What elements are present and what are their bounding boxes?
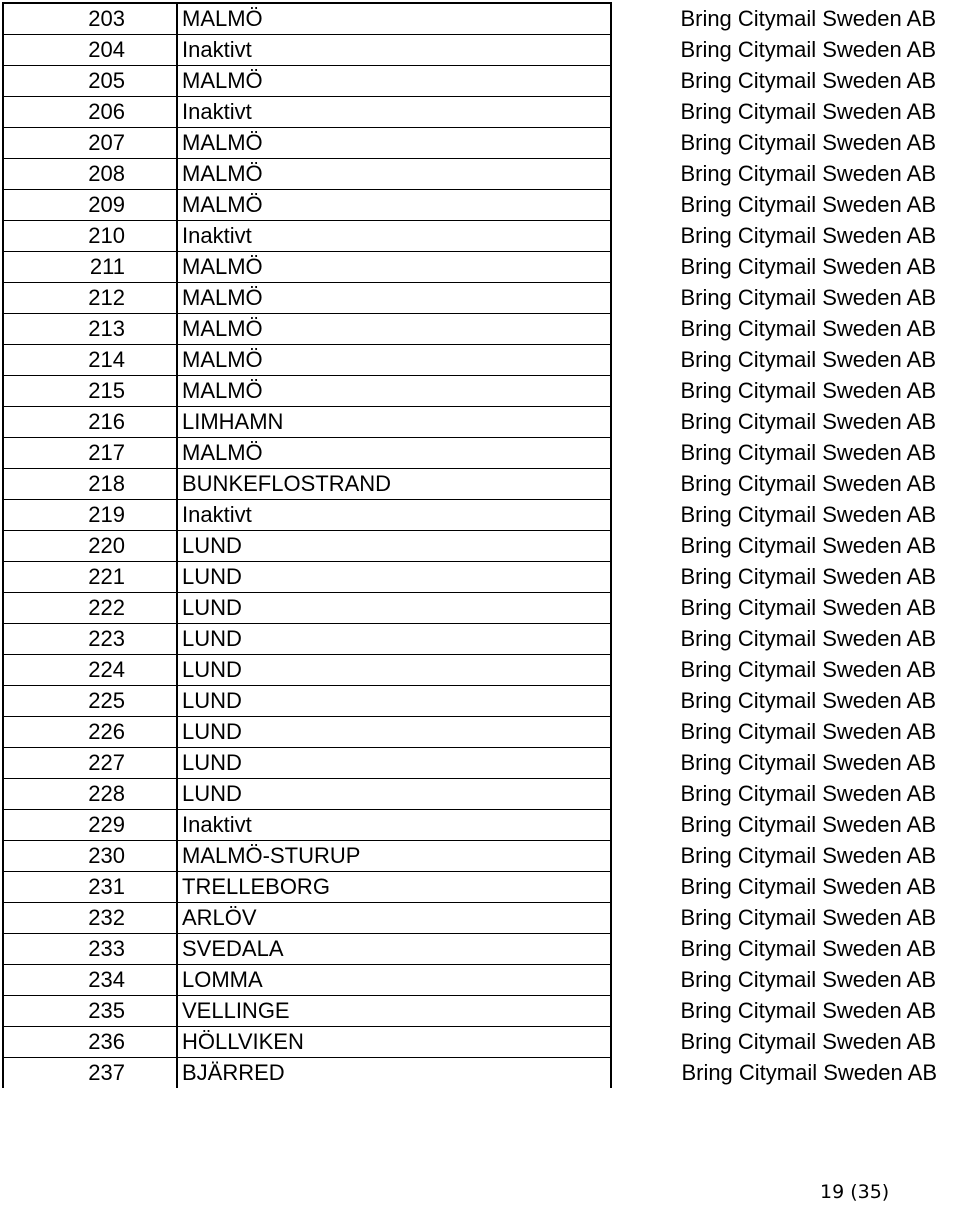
company-cell: Bring Citymail Sweden AB [680,37,936,62]
company-cell: Bring Citymail Sweden AB [680,998,936,1023]
row-number-cell: 230 [3,841,177,872]
row-number-cell: 224 [3,655,177,686]
table-row [3,779,955,810]
document-page [2,2,954,1088]
table-row [3,841,955,872]
company-cell: Bring Citymail Sweden AB [680,130,936,155]
city-cell: LUND [177,531,611,562]
row-number-cell: 217 [3,438,177,469]
row-number-cell: 237 [3,1058,177,1089]
company-cell: Bring Citymail Sweden AB [680,533,936,558]
city-cell: MALMÖ [177,438,611,469]
city-cell: LUND [177,779,611,810]
company-cell: Bring Citymail Sweden AB [680,1029,936,1054]
city-cell: TRELLEBORG [177,872,611,903]
table-row [3,593,955,624]
row-number-cell: 234 [3,965,177,996]
row-number-cell: 212 [3,283,177,314]
city-cell: HÖLLVIKEN [177,1027,611,1058]
city-cell: MALMÖ [177,252,611,283]
table-row [3,3,955,35]
table-row [3,903,955,934]
city-cell: LUND [177,562,611,593]
company-cell: Bring Citymail Sweden AB [680,254,936,279]
city-cell: LUND [177,624,611,655]
table-row [3,252,955,283]
city-cell: MALMÖ [177,159,611,190]
table-row [3,500,955,531]
row-number-cell: 223 [3,624,177,655]
row-number-cell: 219 [3,500,177,531]
table-row [3,35,955,66]
city-cell: LUND [177,655,611,686]
company-cell: Bring Citymail Sweden AB [680,688,936,713]
postal-code-table [2,2,956,1088]
city-cell: MALMÖ [177,283,611,314]
row-number-cell: 207 [3,128,177,159]
company-cell: Bring Citymail Sweden AB [680,316,936,341]
table-row [3,624,955,655]
row-number-cell: 226 [3,717,177,748]
row-number-cell: 209 [3,190,177,221]
table-row [3,376,955,407]
table-row [3,934,955,965]
table-row [3,314,955,345]
row-number-cell: 225 [3,686,177,717]
row-number-cell: 236 [3,1027,177,1058]
table-row [3,531,955,562]
row-number-cell: 208 [3,159,177,190]
city-cell: BJÄRRED [177,1058,611,1089]
city-cell: LUND [177,748,611,779]
table-row [3,438,955,469]
company-cell: Bring Citymail Sweden AB [680,905,936,930]
table-row [3,221,955,252]
table-row [3,407,955,438]
table-row [3,717,955,748]
city-cell: MALMÖ [177,314,611,345]
row-number-cell: 220 [3,531,177,562]
company-cell: Bring Citymail Sweden AB [680,347,936,372]
city-cell: LUND [177,593,611,624]
company-cell: Bring Citymail Sweden AB [680,223,936,248]
company-cell: Bring Citymail Sweden AB [680,595,936,620]
table-row [3,66,955,97]
row-number-cell: 233 [3,934,177,965]
row-number-cell: 213 [3,314,177,345]
table-row [3,562,955,593]
city-cell: SVEDALA [177,934,611,965]
row-number-cell: 210 [3,221,177,252]
company-cell: Bring Citymail Sweden AB [680,192,936,217]
table-row [3,810,955,841]
company-cell: Bring Citymail Sweden AB [680,502,936,527]
table-row [3,748,955,779]
table-row [3,686,955,717]
company-cell: Bring Citymail Sweden AB [680,285,936,310]
city-cell: Inaktivt [177,97,611,128]
company-cell: Bring Citymail Sweden AB [680,471,936,496]
table-row [3,128,955,159]
table-row [3,97,955,128]
row-number-cell: 206 [3,97,177,128]
company-cell: Bring Citymail Sweden AB [680,409,936,434]
city-cell: Inaktivt [177,810,611,841]
table-row [3,872,955,903]
row-number-cell: 216 [3,407,177,438]
page-number: 19 (35) [820,1181,890,1203]
city-cell: VELLINGE [177,996,611,1027]
row-number-cell: 232 [3,903,177,934]
company-cell: Bring Citymail Sweden AB [680,750,936,775]
row-number-cell: 221 [3,562,177,593]
company-cell: Bring Citymail Sweden AB [680,626,936,651]
row-number-cell: 227 [3,748,177,779]
row-number-cell: 211 [3,252,177,283]
city-cell: LUND [177,686,611,717]
table-row [3,190,955,221]
city-cell: LIMHAMN [177,407,611,438]
company-cell: Bring Citymail Sweden AB [680,68,936,93]
city-cell: MALMÖ [177,66,611,97]
city-cell: Inaktivt [177,500,611,531]
company-cell: Bring Citymail Sweden AB [680,440,936,465]
company-cell: Bring Citymail Sweden AB [680,5,936,31]
city-cell: BUNKEFLOSTRAND [177,469,611,500]
row-number-cell: 229 [3,810,177,841]
company-cell: Bring Citymail Sweden AB [680,812,936,837]
table-row [3,1027,955,1058]
table-row [3,345,955,376]
row-number-cell: 204 [3,35,177,66]
table-row [3,996,955,1027]
table-row [3,965,955,996]
row-number-cell: 203 [3,3,177,35]
table-row [3,283,955,314]
company-cell: Bring Citymail Sweden AB [680,378,936,403]
city-cell: MALMÖ [177,190,611,221]
company-cell: Bring Citymail Sweden AB [680,657,936,682]
company-cell: Bring Citymail Sweden AB [680,99,936,124]
row-number-cell: 228 [3,779,177,810]
table-row [3,159,955,190]
company-cell: Bring Citymail Sweden AB [680,781,936,806]
row-number-cell: 235 [3,996,177,1027]
company-cell: Bring Citymail Sweden AB [680,719,936,744]
city-cell: Inaktivt [177,221,611,252]
company-cell: Bring Citymail Sweden AB [680,161,936,186]
table-body [3,3,955,1088]
company-cell: Bring Citymail Sweden AB [680,564,936,589]
city-cell: MALMÖ [177,3,611,35]
row-number-cell: 215 [3,376,177,407]
city-cell: MALMÖ-STURUP [177,841,611,872]
company-cell: Bring Citymail Sweden AB [680,843,936,868]
table-row [3,1058,955,1089]
row-number-cell: 218 [3,469,177,500]
city-cell: MALMÖ [177,376,611,407]
row-number-cell: 231 [3,872,177,903]
city-cell: LUND [177,717,611,748]
row-number-cell: 205 [3,66,177,97]
table-row [3,469,955,500]
city-cell: ARLÖV [177,903,611,934]
table-row [3,655,955,686]
city-cell: Inaktivt [177,35,611,66]
city-cell: MALMÖ [177,128,611,159]
city-cell: MALMÖ [177,345,611,376]
company-cell: Bring Citymail Sweden AB [680,936,936,961]
company-cell: Bring Citymail Sweden AB [681,1059,937,1085]
row-number-cell: 214 [3,345,177,376]
company-cell: Bring Citymail Sweden AB [680,967,936,992]
city-cell: LOMMA [177,965,611,996]
row-number-cell: 222 [3,593,177,624]
company-cell: Bring Citymail Sweden AB [680,874,936,899]
